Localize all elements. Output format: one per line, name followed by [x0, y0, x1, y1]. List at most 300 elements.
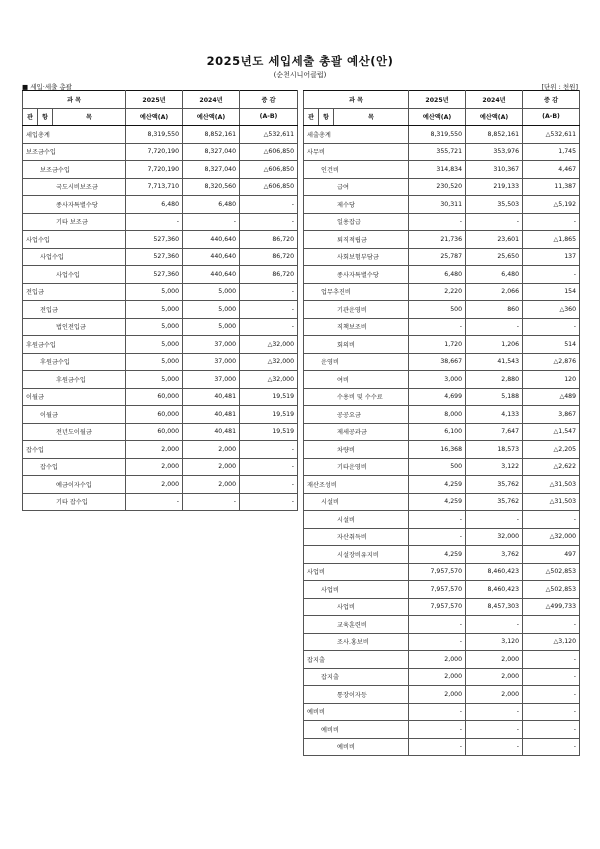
value-diff: 19,519 [240, 388, 298, 406]
value-diff: - [240, 441, 298, 459]
value-diff: 86,720 [240, 248, 298, 266]
value-diff: △502,853 [523, 563, 580, 581]
row-label-text: 기타 잡수입 [56, 499, 88, 507]
value-2025: 2,000 [126, 441, 183, 459]
row-label [304, 388, 409, 406]
revenue-table [22, 90, 298, 511]
table-row [23, 196, 298, 214]
value-diff: 4,467 [523, 161, 580, 179]
value-2025: - [409, 318, 466, 336]
value-2025: 6,480 [409, 266, 466, 284]
value-2025: - [409, 511, 466, 529]
row-label-text: 이월금 [26, 394, 44, 402]
value-diff: - [523, 703, 580, 721]
value-2024: 2,000 [466, 651, 523, 669]
table-row [304, 563, 580, 581]
row-label-text: 사업비 [321, 586, 339, 594]
row-label [304, 318, 409, 336]
table-row [304, 581, 580, 599]
value-2025: 7,957,570 [409, 581, 466, 599]
table-row [304, 668, 580, 686]
row-label [304, 266, 409, 284]
row-label [23, 388, 126, 406]
row-label [23, 178, 126, 196]
value-2025: 21,736 [409, 231, 466, 249]
table-row [304, 406, 580, 424]
value-2024: 2,000 [466, 686, 523, 704]
table-row [23, 318, 298, 336]
value-2024: 4,133 [466, 406, 523, 424]
value-2024: - [466, 703, 523, 721]
organization-name: (순천시니어클럽) [273, 71, 327, 79]
row-label [304, 598, 409, 616]
value-2024: - [466, 738, 523, 756]
value-diff: 19,519 [240, 423, 298, 441]
table-row [304, 423, 580, 441]
value-2025: 60,000 [126, 423, 183, 441]
row-label-text: 사업수입 [56, 271, 80, 279]
value-2024: 2,066 [466, 283, 523, 301]
value-2024: 8,460,423 [466, 581, 523, 599]
row-label [23, 493, 126, 511]
row-label-text: 사업수입 [26, 236, 50, 244]
row-label-text: 시설장비유지비 [337, 551, 379, 559]
value-2024: 2,000 [183, 441, 240, 459]
budget-b-header: 예산액(A) [466, 108, 523, 126]
table-row [23, 161, 298, 179]
row-label [23, 441, 126, 459]
col-2025-header: 2025년 [409, 91, 466, 109]
value-diff: - [523, 318, 580, 336]
row-label [23, 196, 126, 214]
value-2024: 8,327,040 [183, 143, 240, 161]
table-row [23, 336, 298, 354]
value-2024: - [466, 318, 523, 336]
value-2025: 7,713,710 [126, 178, 183, 196]
value-2024: 7,647 [466, 423, 523, 441]
table-row [304, 493, 580, 511]
value-diff: - [523, 738, 580, 756]
table-row [304, 686, 580, 704]
table-row [23, 266, 298, 284]
value-diff: 137 [523, 248, 580, 266]
row-label [23, 213, 126, 231]
value-2024: 1,206 [466, 336, 523, 354]
value-diff: - [240, 493, 298, 511]
value-2024: 2,000 [183, 476, 240, 494]
row-label [304, 686, 409, 704]
value-diff: △606,850 [240, 161, 298, 179]
row-label-text: 여비 [337, 376, 349, 384]
value-2025: 500 [409, 458, 466, 476]
value-2025: 4,259 [409, 546, 466, 564]
value-2025: 25,787 [409, 248, 466, 266]
row-label [23, 266, 126, 284]
row-label-text: 조사.홍보비 [337, 639, 369, 647]
col-2024-header: 2024년 [466, 91, 523, 109]
table-row [23, 248, 298, 266]
value-2024: 5,000 [183, 318, 240, 336]
table-row [304, 546, 580, 564]
value-2025: 3,000 [409, 371, 466, 389]
row-label [304, 493, 409, 511]
value-diff: 19,519 [240, 406, 298, 424]
table-row [304, 231, 580, 249]
unit-label: [단위 : 천원] [541, 83, 578, 91]
value-2024: 8,460,423 [466, 563, 523, 581]
value-2024: 2,880 [466, 371, 523, 389]
value-diff: △606,850 [240, 178, 298, 196]
row-label-text: 사업비 [307, 569, 325, 577]
value-2024: 440,640 [183, 266, 240, 284]
row-label-text: 전입금 [26, 289, 44, 297]
value-2025: 2,000 [126, 458, 183, 476]
row-label-text: 제수당 [337, 201, 355, 209]
value-2024: 8,457,303 [466, 598, 523, 616]
row-label-text: 전년도이월금 [56, 429, 92, 437]
value-2025: 7,720,190 [126, 143, 183, 161]
row-label-text: 운영비 [321, 359, 339, 367]
table-row [304, 161, 580, 179]
expenditure-body [304, 126, 580, 756]
row-label [23, 248, 126, 266]
row-label [304, 406, 409, 424]
row-label [23, 423, 126, 441]
table-row [304, 301, 580, 319]
value-2025: 6,100 [409, 423, 466, 441]
value-2025: 5,000 [126, 353, 183, 371]
row-label-text: 사업비 [337, 604, 355, 612]
gwan-header: 관 [304, 108, 319, 126]
value-diff: △31,503 [523, 476, 580, 494]
value-2024: 3,120 [466, 633, 523, 651]
row-label-text: 이월금 [40, 411, 58, 419]
table-row [304, 528, 580, 546]
value-diff: 11,387 [523, 178, 580, 196]
table-row [304, 143, 580, 161]
row-label [304, 738, 409, 756]
row-label [23, 353, 126, 371]
col-diff-header: 증 감 [240, 91, 298, 109]
expenditure-table [303, 90, 580, 756]
table-row [23, 458, 298, 476]
value-2025: - [409, 738, 466, 756]
row-label [304, 423, 409, 441]
value-diff: - [523, 213, 580, 231]
value-2024: 5,000 [183, 301, 240, 319]
row-label-text: 후원금수입 [26, 341, 56, 349]
row-label-text: 법인전입금 [56, 324, 86, 332]
value-diff: - [240, 196, 298, 214]
value-2024: 310,367 [466, 161, 523, 179]
table-row [23, 441, 298, 459]
row-label [304, 546, 409, 564]
value-diff: △5,192 [523, 196, 580, 214]
row-label [304, 703, 409, 721]
value-2024: 8,852,161 [183, 126, 240, 144]
table-row [304, 721, 580, 739]
value-2025: 5,000 [126, 371, 183, 389]
value-diff: - [523, 266, 580, 284]
table-row [23, 388, 298, 406]
row-label [304, 581, 409, 599]
value-2025: 8,000 [409, 406, 466, 424]
table-row [304, 511, 580, 529]
value-2024: 6,480 [466, 266, 523, 284]
table-row [304, 336, 580, 354]
value-2024: 440,640 [183, 231, 240, 249]
value-2025: 527,360 [126, 231, 183, 249]
value-2025: 355,721 [409, 143, 466, 161]
revenue-body [23, 126, 298, 511]
row-label-text: 보조금수입 [40, 166, 70, 174]
value-2025: 230,520 [409, 178, 466, 196]
value-2025: 16,368 [409, 441, 466, 459]
budget-a-header: 예산액(A) [409, 108, 466, 126]
row-label-text: 자산취득비 [337, 534, 367, 542]
row-label [304, 511, 409, 529]
value-diff: - [523, 511, 580, 529]
row-label-text: 공공요금 [337, 411, 361, 419]
value-2024: - [466, 616, 523, 634]
value-2025: 7,720,190 [126, 161, 183, 179]
value-2025: - [409, 633, 466, 651]
table-row [304, 266, 580, 284]
value-diff: △32,000 [240, 353, 298, 371]
value-diff: 154 [523, 283, 580, 301]
value-2025: 5,000 [126, 318, 183, 336]
value-diff: △2,205 [523, 441, 580, 459]
value-diff: 86,720 [240, 231, 298, 249]
value-diff: - [523, 651, 580, 669]
table-row [23, 213, 298, 231]
value-diff: - [240, 458, 298, 476]
row-label-text: 종사자특별수당 [337, 271, 379, 279]
value-2025: 2,000 [409, 686, 466, 704]
value-2024: 3,122 [466, 458, 523, 476]
table-row [23, 126, 298, 144]
budget-b-header: 예산액(A) [183, 108, 240, 126]
col-2025-header: 2025년 [126, 91, 183, 109]
value-2025: 30,311 [409, 196, 466, 214]
value-2024: 40,481 [183, 423, 240, 441]
value-2025: - [126, 493, 183, 511]
value-2025: 500 [409, 301, 466, 319]
subject-header: 과 목 [23, 91, 126, 109]
row-label [304, 196, 409, 214]
row-label-text: 일용잡급 [337, 219, 361, 227]
value-2024: 37,000 [183, 371, 240, 389]
row-label [304, 668, 409, 686]
table-row [304, 196, 580, 214]
table-row [304, 598, 580, 616]
value-2025: 8,319,550 [409, 126, 466, 144]
value-2025: 4,699 [409, 388, 466, 406]
table-row [304, 633, 580, 651]
value-diff: - [523, 668, 580, 686]
value-2025: 7,957,570 [409, 563, 466, 581]
row-label [23, 161, 126, 179]
value-diff: 86,720 [240, 266, 298, 284]
value-2025: 60,000 [126, 406, 183, 424]
row-label-text: 잡지출 [321, 674, 339, 682]
row-label [304, 616, 409, 634]
value-diff: △3,120 [523, 633, 580, 651]
row-label [23, 458, 126, 476]
value-2024: 8,320,560 [183, 178, 240, 196]
value-diff: - [240, 318, 298, 336]
value-2024: 37,000 [183, 336, 240, 354]
row-label [304, 336, 409, 354]
row-label-text: 재산조성비 [307, 481, 337, 489]
gwan-header: 관 [23, 108, 38, 126]
row-label-text: 잡수입 [26, 446, 44, 454]
value-2024: 37,000 [183, 353, 240, 371]
row-label [304, 178, 409, 196]
value-2025: 2,220 [409, 283, 466, 301]
row-label-text: 종사자특별수당 [56, 201, 98, 209]
value-2025: 60,000 [126, 388, 183, 406]
value-2024: 18,573 [466, 441, 523, 459]
table-row [304, 476, 580, 494]
row-label-text: 사업수입 [40, 254, 64, 262]
value-2025: - [409, 528, 466, 546]
row-label-text: 기타운영비 [337, 464, 367, 472]
value-2025: 7,957,570 [409, 598, 466, 616]
row-label [304, 633, 409, 651]
row-label-text: 후원금수입 [40, 359, 70, 367]
row-label-text: 예금이자수입 [56, 481, 92, 489]
row-label-text: 퇴직적립금 [337, 236, 367, 244]
value-2024: 5,188 [466, 388, 523, 406]
table-row [304, 178, 580, 196]
value-2024: 2,000 [183, 458, 240, 476]
value-2024: 5,000 [183, 283, 240, 301]
value-2024: 32,000 [466, 528, 523, 546]
value-diff: - [240, 283, 298, 301]
table-row [23, 231, 298, 249]
row-label [304, 353, 409, 371]
value-diff: △32,000 [523, 528, 580, 546]
row-label-text: 직책보조비 [337, 324, 367, 332]
row-label [304, 441, 409, 459]
value-diff: △2,622 [523, 458, 580, 476]
row-label [304, 161, 409, 179]
value-2024: 8,327,040 [183, 161, 240, 179]
row-label [23, 231, 126, 249]
row-label-text: 잡지출 [307, 656, 325, 664]
value-diff: △499,733 [523, 598, 580, 616]
row-label-text: 사회보험부담금 [337, 254, 379, 262]
row-label-text: 회의비 [337, 341, 355, 349]
budget-a-header: 예산액(A) [126, 108, 183, 126]
value-2025: - [126, 213, 183, 231]
col-diff-header: 증 감 [523, 91, 580, 109]
row-label-text: 수용비 및 수수료 [337, 394, 383, 402]
table-row [304, 738, 580, 756]
row-label [304, 651, 409, 669]
table-row [304, 441, 580, 459]
row-label [304, 476, 409, 494]
table-row [304, 126, 580, 144]
table-row [23, 301, 298, 319]
value-2024: - [466, 213, 523, 231]
value-2025: 2,000 [409, 651, 466, 669]
document-title: 2025년도 세입세출 총괄 예산(안) [206, 54, 394, 68]
table-row [304, 651, 580, 669]
row-label-text: 국도시비보조금 [56, 184, 98, 192]
table-row [23, 371, 298, 389]
value-2025: - [409, 213, 466, 231]
row-label-text: 통장이자등 [337, 691, 367, 699]
row-label-text: 전입금 [40, 306, 58, 314]
row-label [304, 371, 409, 389]
table-row [23, 423, 298, 441]
value-diff: △532,611 [523, 126, 580, 144]
row-label [23, 126, 126, 144]
table-row [23, 476, 298, 494]
value-diff: 3,867 [523, 406, 580, 424]
table-row [23, 283, 298, 301]
value-diff: △31,503 [523, 493, 580, 511]
row-label [23, 301, 126, 319]
value-2025: 6,480 [126, 196, 183, 214]
row-label-text: 잡수입 [40, 464, 58, 472]
row-label [304, 301, 409, 319]
row-label-text: 업무추진비 [321, 289, 351, 297]
row-label [23, 283, 126, 301]
table-row [304, 371, 580, 389]
table-row [304, 318, 580, 336]
row-label-text: 예비비 [337, 744, 355, 752]
subject-header: 과 목 [304, 91, 409, 109]
value-2025: 5,000 [126, 336, 183, 354]
value-2024: 8,852,161 [466, 126, 523, 144]
row-label-text: 후원금수입 [56, 376, 86, 384]
value-2024: 35,762 [466, 493, 523, 511]
value-diff: - [523, 686, 580, 704]
row-label-text: 차량비 [337, 446, 355, 454]
table-row [304, 353, 580, 371]
row-label [304, 458, 409, 476]
row-label-text: 보조금수입 [26, 149, 56, 157]
table-row [23, 353, 298, 371]
value-2025: - [409, 721, 466, 739]
table-row [23, 178, 298, 196]
row-label-text: 세출총계 [307, 131, 331, 139]
col-2024-header: 2024년 [183, 91, 240, 109]
value-diff: △606,850 [240, 143, 298, 161]
hang-header: 항 [38, 108, 53, 126]
value-2024: - [466, 511, 523, 529]
value-2025: 5,000 [126, 283, 183, 301]
diff-formula-header: (A-B) [523, 108, 580, 126]
value-2024: 40,481 [183, 388, 240, 406]
value-2025: - [409, 616, 466, 634]
value-2025: - [409, 703, 466, 721]
value-2024: 41,543 [466, 353, 523, 371]
table-row [304, 213, 580, 231]
table-row [23, 493, 298, 511]
value-2024: 860 [466, 301, 523, 319]
table-row [304, 703, 580, 721]
value-2025: 527,360 [126, 248, 183, 266]
value-diff: 514 [523, 336, 580, 354]
value-diff: △489 [523, 388, 580, 406]
diff-formula-header: (A-B) [240, 108, 298, 126]
row-label-text: 교육훈련비 [337, 621, 367, 629]
row-label-text: 사무비 [307, 149, 325, 157]
